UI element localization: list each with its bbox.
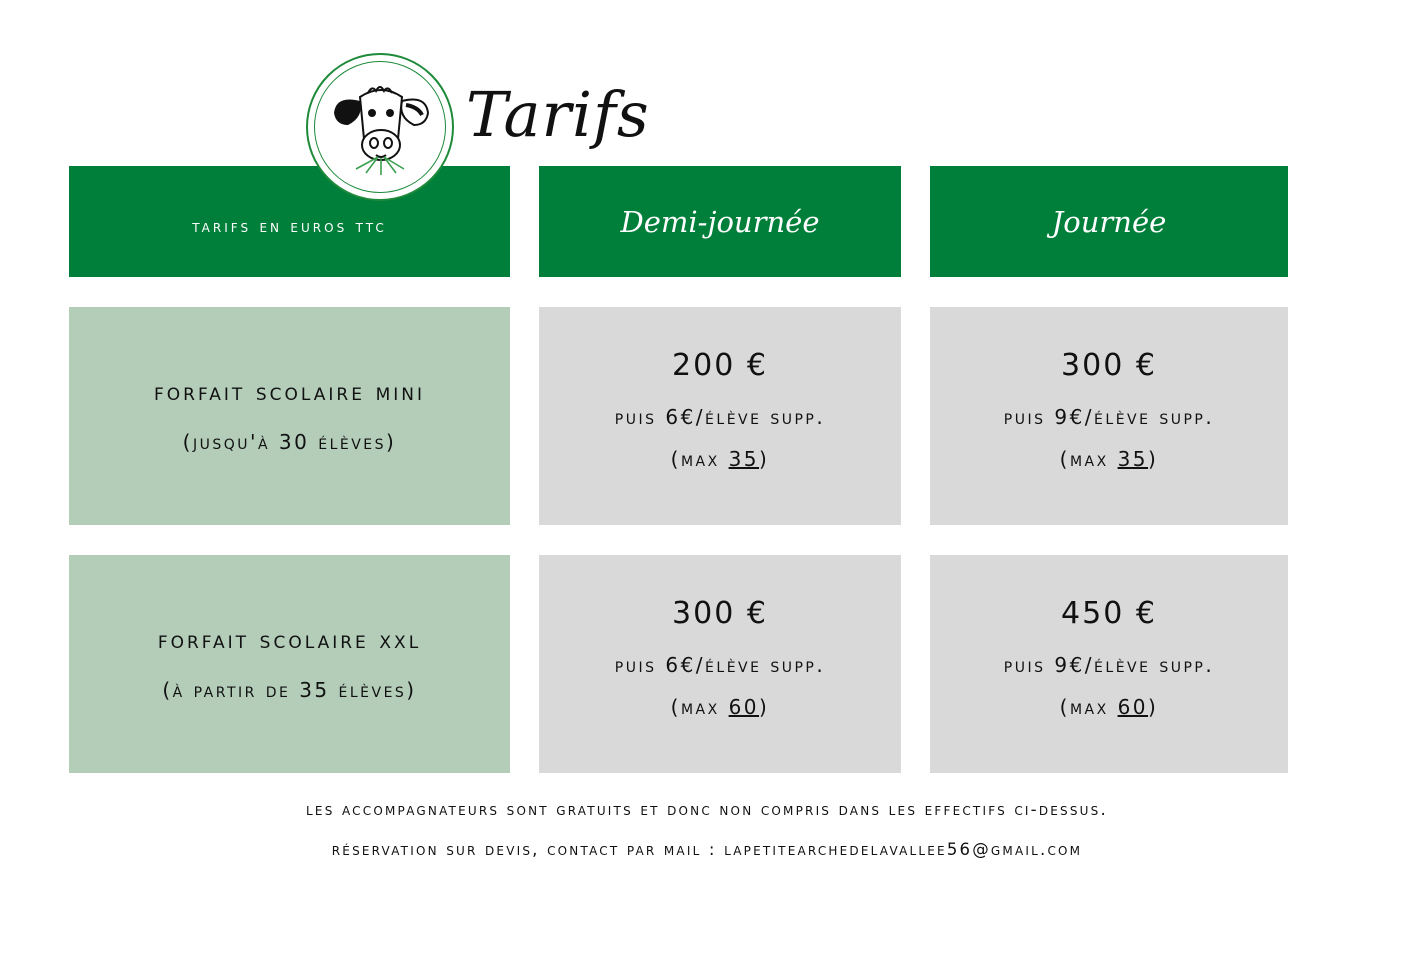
header-full-day-cell: [930, 166, 1288, 277]
price-cell-xxl-full-day: [930, 555, 1288, 773]
header-half-day-cell: [539, 166, 901, 277]
package-capacity: (jusqu'à 30 élèves): [182, 430, 397, 454]
extra-student-price: puis 6€/élève supp.: [614, 652, 826, 677]
max-students: (max 35): [670, 446, 770, 471]
price-value: 450 €: [1061, 595, 1157, 631]
header-half-day: Demi-journée: [620, 204, 820, 239]
cow-head-icon: [326, 73, 436, 183]
price-cell-xxl-half-day: [539, 555, 901, 773]
price-value: 300 €: [672, 595, 768, 631]
package-name: forfait scolaire xxl: [157, 626, 422, 654]
package-capacity: (à partir de 35 élèves): [162, 678, 417, 702]
page-title: Tarifs: [466, 78, 650, 151]
header-label-cell: [69, 166, 510, 277]
price-cell-mini-full-day: [930, 307, 1288, 525]
logo: [306, 53, 454, 201]
max-students: (max 60): [670, 694, 770, 719]
package-name: forfait scolaire mini: [154, 378, 425, 406]
package-cell-xxl: [69, 555, 510, 773]
booking-contact-note: réservation sur devis, contact par mail : lapetitearchedelavallee56@gmail.com: [331, 840, 1083, 859]
package-cell-mini: [69, 307, 510, 525]
extra-student-price: puis 9€/élève supp.: [1003, 652, 1215, 677]
header-label: tarifs en euros ttc: [192, 216, 387, 237]
chaperone-note: les accompagnateurs sont gratuits et donc non compris dans les effectifs ci-dessus.: [306, 800, 1108, 819]
header-full-day: Journée: [1051, 204, 1167, 239]
price-value: 200 €: [672, 347, 768, 383]
price-cell-mini-half-day: [539, 307, 901, 525]
max-students: (max 35): [1059, 446, 1159, 471]
price-value: 300 €: [1061, 347, 1157, 383]
max-students: (max 60): [1059, 694, 1159, 719]
extra-student-price: puis 9€/élève supp.: [1003, 404, 1215, 429]
extra-student-price: puis 6€/élève supp.: [614, 404, 826, 429]
